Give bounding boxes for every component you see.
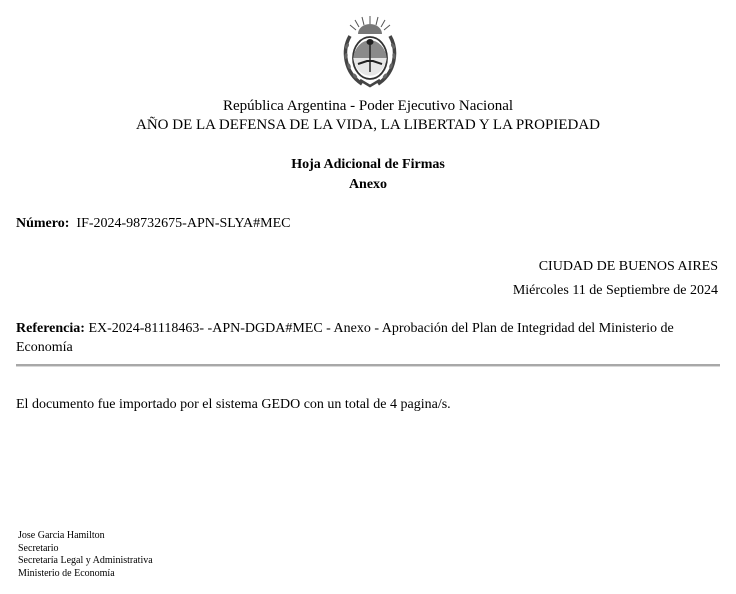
coat-of-arms-icon: [338, 14, 402, 90]
document-subtitle: Anexo: [348, 177, 388, 192]
reference: [16, 319, 716, 357]
document-number: [16, 215, 290, 233]
signer-name: Jose Garcia Hamilton: [18, 530, 105, 541]
import-notice: El documento fue importado por el sistema GEDO con un total de 4 pagina/s.: [16, 397, 451, 412]
signature-block: [18, 530, 153, 580]
document-title: Hoja Adicional de Firmas: [291, 157, 445, 172]
document-number-label: Número:: [16, 216, 70, 231]
reference-label: Referencia:: [16, 321, 85, 336]
header-line-republic: República Argentina - Poder Ejecutivo Nacional: [222, 98, 514, 114]
header-line-year-motto: AÑO DE LA DEFENSA DE LA VIDA, LA LIBERTAD Y LA PROPIEDAD: [135, 117, 600, 133]
reference-value: EX-2024-81118463- -APN-DGDA#MEC - Anexo - Aprobación del Plan de Integridad del Ministerio de Economía: [16, 321, 674, 355]
signer-department: Secretaría Legal y Administrativa: [18, 555, 153, 566]
divider: [16, 364, 720, 367]
document-number-value: IF-2024-98732675-APN-SLYA#MEC: [76, 216, 291, 231]
signer-ministry: Ministerio de Economía: [18, 567, 115, 579]
signer-role: Secretario: [18, 542, 59, 554]
city: CIUDAD DE BUENOS AIRES: [538, 259, 718, 274]
document-date: Miércoles 11 de Septiembre de 2024: [512, 283, 718, 298]
